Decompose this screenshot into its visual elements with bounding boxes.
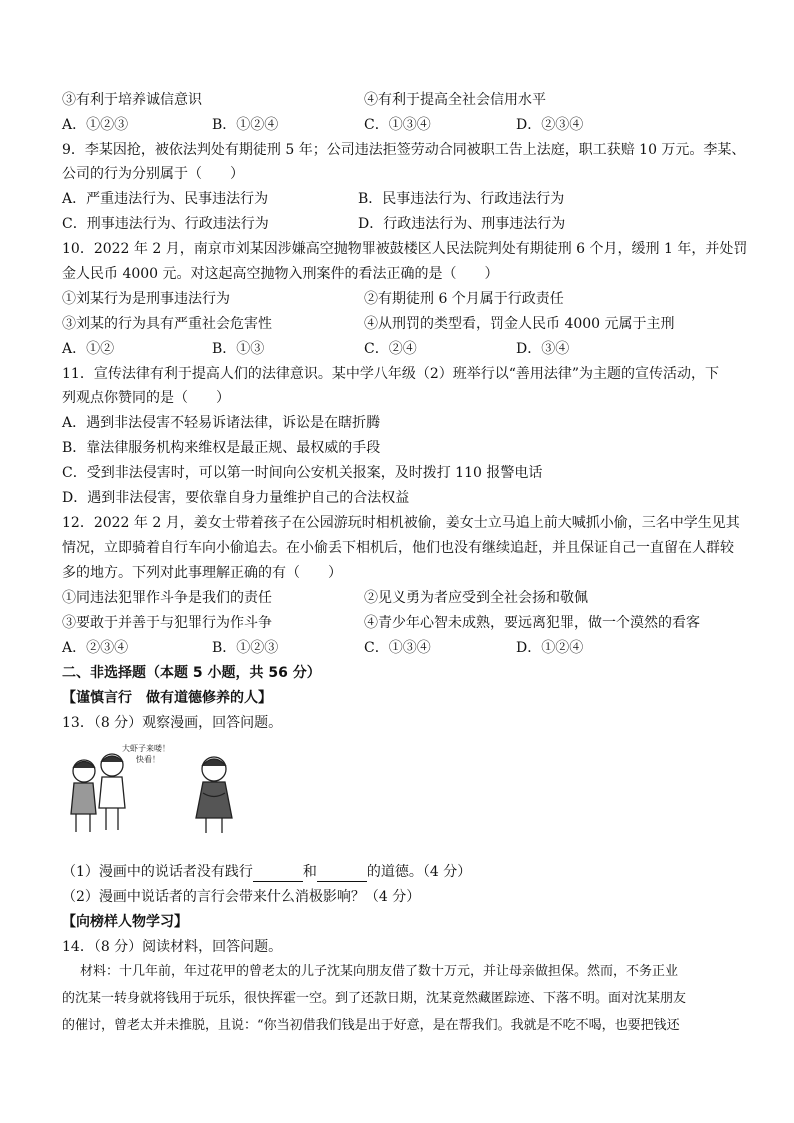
q10-choice-d: D．③④ — [516, 341, 570, 357]
q9-choice-d: D．行政违法行为、刑事违法行为 — [358, 216, 566, 232]
q12-stem-line1: 12．2022 年 2 月，姜女士带着孩子在公园游玩时相机被偷，姜女士立马追上前大喊抓小偷，三名中学生见其 — [62, 515, 740, 531]
q8-choice-b: B．①②④ — [212, 117, 279, 133]
q8-choice-d: D．②③④ — [516, 117, 584, 133]
q14-material-line3: 的催讨，曾老太并未推脱，且说：“你当初借我们钱是出于好意，是在帮我们。我就是不吃不喝，也要把钱还 — [62, 1018, 680, 1033]
answer-blank-1[interactable] — [253, 867, 303, 882]
q13-sub-2: （2）漫画中说话者的言行会带来什么消极影响？（4 分） — [62, 889, 421, 905]
q10-stem-line2: 金人民币 4000 元。对这起高空抛物入刑案件的看法正确的是（ ） — [62, 266, 499, 282]
q10-choice-c: C．②④ — [364, 341, 417, 357]
q12-statement-4: ④青少年心智未成熟，要远离犯罪，做一个漠然的看客 — [364, 615, 700, 631]
q14-material-line2: 的沈某一转身就将钱用于玩乐，很快挥霍一空。到了还款日期，沈某竟然藏匿踪迹、下落不明。面对沈某朋友 — [62, 991, 687, 1006]
q14-material-line1: 材料：十几年前，年过花甲的曾老太的儿子沈某向朋友借了数十万元，并让母亲做担保。然而，不务正业 — [80, 964, 679, 979]
cartoon-speech-line-2: 快看！ — [136, 755, 160, 764]
q9-stem-line1: 9．李某因抢，被依法判处有期徒刑 5 年；公司违法拒签劳动合同被职工告上法庭，职工获赔 10 万元。李某、 — [62, 142, 746, 158]
q9-choice-c: C．刑事违法行为、行政违法行为 — [62, 216, 269, 232]
q11-stem-line1: 11．宣传法律有利于提高人们的法律意识。某中学八年级（2）班举行以“善用法律”为主题的宣传活动，下 — [62, 366, 720, 382]
q10-statement-3: ③刘某的行为具有严重社会危害性 — [62, 316, 272, 332]
q12-statement-3: ③要敢于并善于与犯罪行为作斗争 — [62, 615, 272, 631]
answer-blank-2[interactable] — [317, 867, 367, 882]
q10-stem-line1: 10．2022 年 2 月，南京市刘某因涉嫌高空抛物罪被鼓楼区人民法院判处有期徒刑 6 个月，缓刑 1 年，并处罚 — [62, 241, 748, 257]
q11-choice-c: C．受到非法侵害时，可以第一时间向公安机关报案，及时拨打 110 报警电话 — [62, 465, 543, 481]
q10-statement-4: ④从刑罚的类型看，罚金人民币 4000 元属于主刑 — [364, 316, 675, 332]
q14-stem: 14．（8 分）阅读材料，回答问题。 — [62, 939, 283, 955]
q11-stem-line2: 列观点你赞同的是（ ） — [62, 390, 230, 406]
q11-choice-a: A．遇到非法侵害不轻易诉诸法律，诉讼是在瞎折腾 — [62, 415, 381, 431]
q9-choice-a: A．严重违法行为、民事违法行为 — [62, 191, 269, 207]
q12-statement-1: ①同违法犯罪作斗争是我们的责任 — [62, 590, 272, 606]
q10-statement-2: ②有期徒刑 6 个月属于行政责任 — [364, 291, 564, 307]
q8-option-4: ④有利于提高全社会信用水平 — [364, 92, 546, 108]
q13-stem: 13．（8 分）观察漫画，回答问题。 — [62, 715, 283, 731]
cartoon-speech-line-1: 大虾子来喽！ — [122, 744, 170, 753]
q10-choice-b: B．①③ — [212, 341, 265, 357]
section-2-title: 二、非选择题（本题 5 小题，共 56 分） — [62, 665, 321, 681]
q12-choice-b: B．①②③ — [212, 640, 279, 656]
topic-heading-1: 【谨慎言行 做有道德修养的人】 — [62, 690, 272, 706]
q12-choice-c: C．①③④ — [364, 640, 431, 656]
q8-choice-a: A．①②③ — [62, 117, 129, 133]
q11-choice-b: B．靠法律服务机构来维权是最正规、最权威的手段 — [62, 440, 381, 456]
q8-option-3: ③有利于培养诚信意识 — [62, 92, 202, 108]
q13-sub-1: （1）漫画中的说话者没有践行 和 的道德。（4 分） — [62, 864, 472, 880]
q12-choice-d: D．①②④ — [516, 640, 584, 656]
q12-stem-line2: 情况，立即骑着自行车向小偷追去。在小偷丢下相机后，他们也没有继续追赶，并且保证自己一直留在人群较 — [62, 540, 734, 556]
q12-choice-a: A．②③④ — [62, 640, 129, 656]
q9-choice-b: B．民事违法行为、行政违法行为 — [358, 191, 565, 207]
q8-choice-c: C．①③④ — [364, 117, 431, 133]
q12-statement-2: ②见义勇为者应受到全社会扬和敬佩 — [364, 590, 588, 606]
q9-stem-line2: 公司的行为分别属于（ ） — [62, 166, 244, 182]
q10-statement-1: ①刘某行为是刑事违法行为 — [62, 291, 230, 307]
topic-heading-2: 【向榜样人物学习】 — [62, 914, 188, 930]
q10-choice-a: A．①② — [62, 341, 115, 357]
cartoon-illustration — [62, 738, 262, 838]
q12-stem-line3: 多的地方。下列对此事理解正确的有（ ） — [62, 565, 342, 581]
q11-choice-d: D．遇到非法侵害，要依靠自身力量维护自己的合法权益 — [62, 490, 410, 506]
